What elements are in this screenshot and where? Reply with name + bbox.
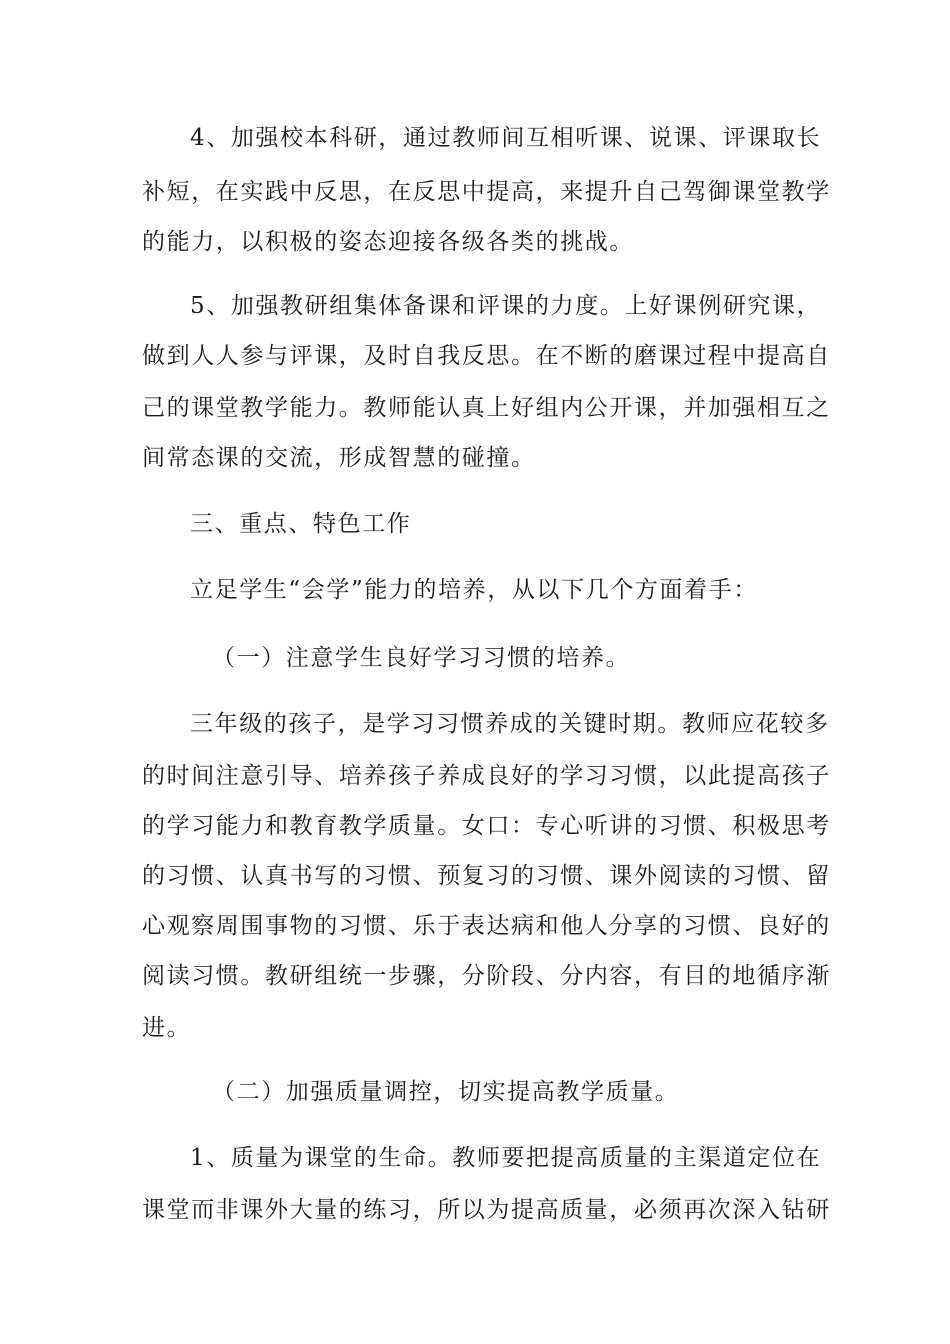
habits-paragraph-line-7: 进。 [142, 1015, 192, 1041]
paragraph-4-line-2: 补短，在实践中反思，在反思中提高，来提升自己驾御课堂教学 [142, 179, 831, 205]
paragraph-4-line-3: 的能力，以积极的姿态迎接各级各类的挑战。 [142, 229, 634, 255]
habits-paragraph-line-2: 的时间注意引导、培养孩子养成良好的学习习惯，以此提高孩子 [142, 763, 831, 789]
habits-paragraph-line-5: 心观察周围事物的习惯、乐于表达病和他人分享的习惯、良好的 [142, 913, 831, 939]
habits-paragraph-line-3: 的学习能力和教育教学质量。女口：专心听讲的习惯、积极思考 [142, 813, 831, 839]
section-3-heading: 三、重点、特色工作 [190, 511, 412, 537]
habits-paragraph-line-6: 阅读习惯。教研组统一步骤，分阶段、分内容，有目的地循序渐 [142, 963, 831, 989]
paragraph-5-line-3: 己的课堂教学能力。教师能认真上好组内公开课，并加强相互之 [142, 395, 831, 421]
habits-paragraph-line-4: 的习惯、认真书写的习惯、预复习的习惯、课外阅读的习惯、留 [142, 863, 831, 889]
paragraph-5-line-2: 做到人人参与评课，及时自我反思。在不断的磨课过程中提高自 [142, 343, 831, 369]
section-3-intro: 立足学生“会学”能力的培养，从以下几个方面着手： [190, 577, 758, 603]
subsection-2-heading: （二）加强质量调控，切实提高教学质量。 [212, 1079, 680, 1105]
paragraph-4-line-1: 4、加强校本科研，通过教师间互相听课、说课、评课取长 [190, 125, 822, 151]
paragraph-5-line-1: 5、加强教研组集体备课和评课的力度。上好课例研究课， [190, 293, 822, 319]
quality-paragraph-line-1: 1、质量为课堂的生命。教师要把提高质量的主渠道定位在 [190, 1145, 822, 1171]
subsection-1-heading: （一）注意学生良好学习习惯的培养。 [212, 645, 631, 671]
quality-paragraph-line-2: 课堂而非课外大量的练习，所以为提高质量，必须再次深入钻研 [142, 1197, 831, 1223]
paragraph-5-line-4: 间常态课的交流，形成智慧的碰撞。 [142, 445, 536, 471]
habits-paragraph-line-1: 三年级的孩子，是学习习惯养成的关键时期。教师应花较多 [190, 711, 830, 737]
